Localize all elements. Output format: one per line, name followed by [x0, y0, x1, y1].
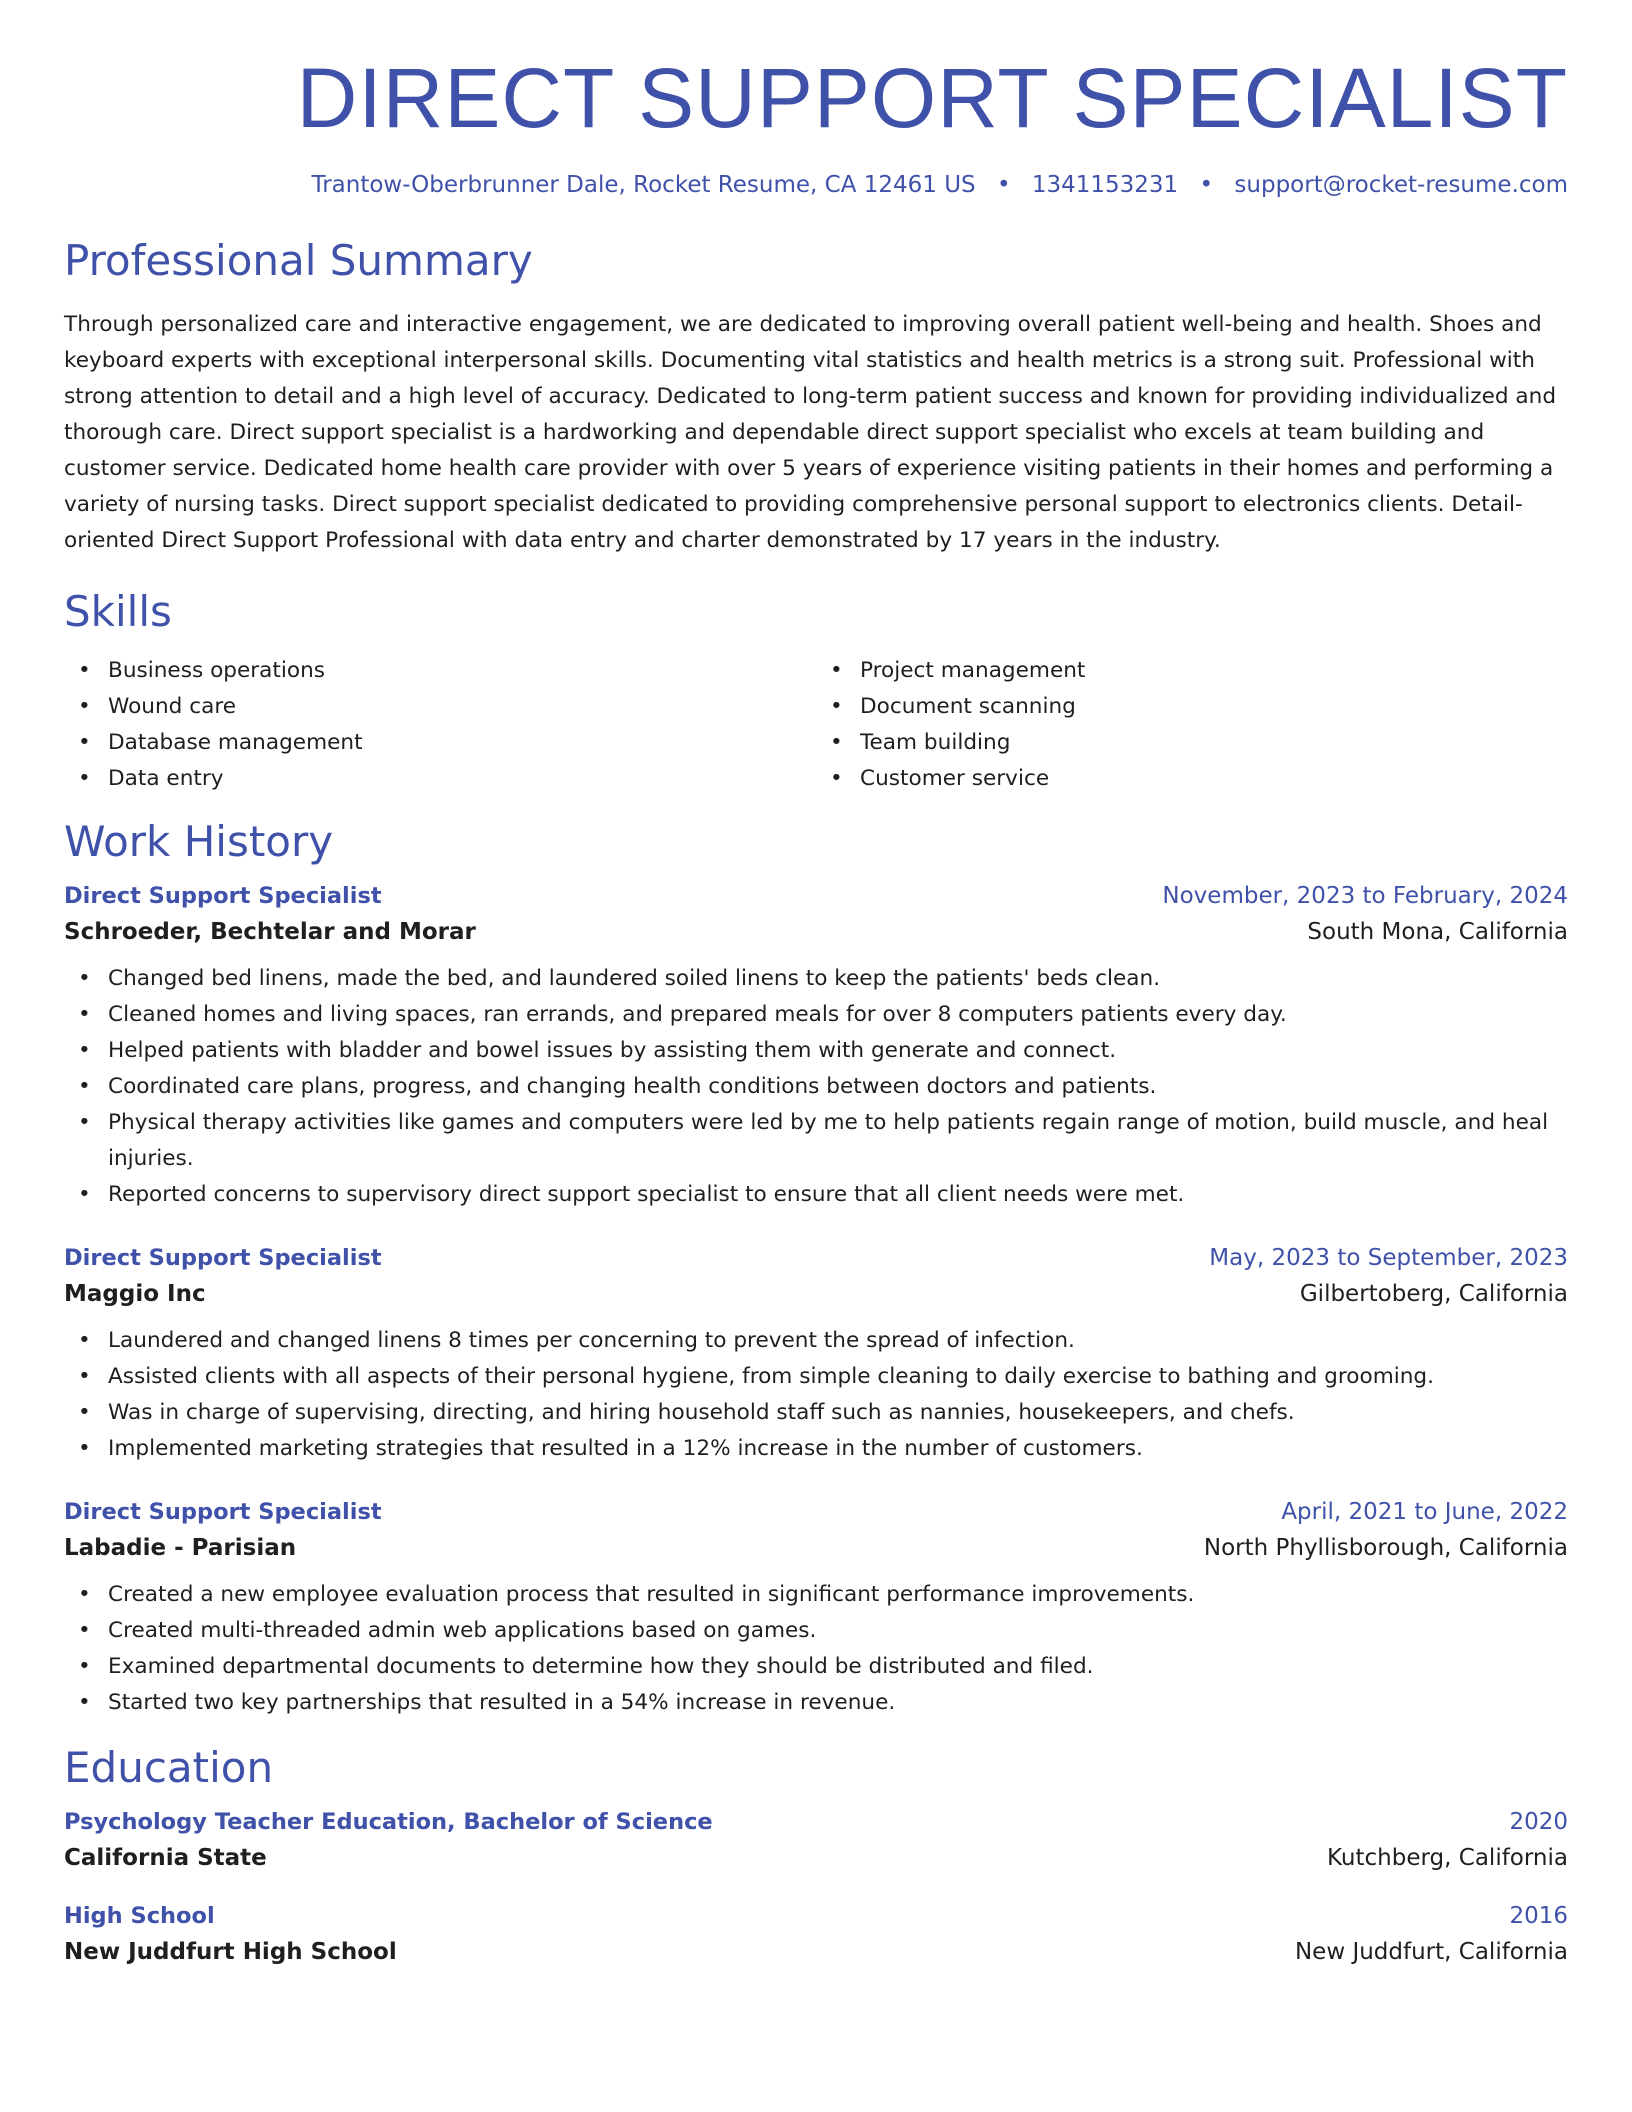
education-school-row: [64, 1929, 1568, 1965]
job-bullet: • Helped patients with bladder and bowel issues by assisting them with generate and connect.: [64, 1033, 1568, 1069]
summary-text: Through personalized care and interactive engagement, we are dedicated to improving overall patient well-being and health. Shoes and keyboard experts with exceptional interpersonal skills. Documenting vital statistics and health metrics is a strong suit. Professional with strong attention to detail and a high level of accuracy. Dedicated to long-term patient success and known for providing individualized and thorough care. Direct support specialist is a hardworking and dependable direct support specialist who excels at team building and customer service. Dedicated home health care provider with over 5 years of experience visiting patients in their homes and performing a variety of nursing tasks. Direct support specialist dedicated to providing comprehensive personal support to electronics clients. Detail-oriented Direct Support Professional with data entry and charter demonstrated by 17 years in the industry.: [64, 311, 1557, 553]
job-bullet: • Physical therapy activities like games and computers were led by me to help patients regain range of motion, build muscle, and heal injuries.: [64, 1105, 1568, 1177]
contact-email: support@rocket-resume.com: [1234, 172, 1568, 199]
job-bullet: • Changed bed linens, made the bed, and laundered soiled linens to keep the patients' beds clean.: [64, 961, 1568, 997]
education-title: Education: [64, 1742, 274, 1792]
job-bullet: • Cleaned homes and living spaces, ran errands, and prepared meals for over 8 computers patients every day.: [64, 997, 1568, 1033]
job-bullet: • Started two key partnerships that resulted in a 54% increase in revenue.: [64, 1685, 1568, 1721]
job-location: North Phyllisborough, California: [1203, 1534, 1568, 1561]
job-header-row: [64, 1245, 1568, 1271]
contact-separator: •: [996, 172, 1011, 199]
skills-section: [64, 586, 1568, 797]
job-bullet: • Assisted clients with all aspects of their personal hygiene, from simple cleaning to daily exercise to bathing and grooming.: [64, 1359, 1568, 1395]
job-date: May, 2023 to September, 2023: [1209, 1244, 1568, 1271]
job-company-row: [64, 1525, 1568, 1561]
job-company: Schroeder, Bechtelar and Morar: [64, 918, 476, 945]
skill-item: • Project management: [816, 653, 1568, 689]
job-date: April, 2021 to June, 2022: [1281, 1498, 1568, 1525]
education-header-row: [64, 1809, 1568, 1835]
skill-item: • Data entry: [64, 761, 816, 797]
job-header-row: [64, 883, 1568, 909]
skill-item: • Database management: [64, 725, 816, 761]
job-bullets: [64, 1577, 1568, 1721]
skills-column-right: [816, 653, 1568, 797]
job-entry: [64, 1245, 1568, 1467]
skill-item: • Wound care: [64, 689, 816, 725]
job-title: Direct Support Specialist: [64, 1244, 382, 1271]
contact-phone: 1341153231: [1031, 172, 1179, 199]
job-bullet: • Created a new employee evaluation process that resulted in significant performance improvements.: [64, 1577, 1568, 1613]
education-degree: High School: [64, 1903, 215, 1930]
work-history-title: Work History: [64, 816, 334, 866]
job-location: Gilbertoberg, California: [1299, 1280, 1568, 1307]
summary-title: Professional Summary: [64, 236, 533, 286]
education-header-row: [64, 1903, 1568, 1929]
job-entry: [64, 883, 1568, 1213]
job-location: South Mona, California: [1307, 918, 1568, 945]
job-entry: [64, 1499, 1568, 1721]
education-year: 2016: [1509, 1903, 1568, 1930]
education-school-row: [64, 1835, 1568, 1871]
education-location: Kutchberg, California: [1327, 1845, 1568, 1872]
job-bullet: • Laundered and changed linens 8 times per concerning to prevent the spread of infection.: [64, 1323, 1568, 1359]
skill-item: • Document scanning: [816, 689, 1568, 725]
skill-item: • Team building: [816, 725, 1568, 761]
job-title: Direct Support Specialist: [64, 1498, 382, 1525]
education-school: New Juddfurt High School: [64, 1939, 397, 1966]
job-bullet: • Was in charge of supervising, directing, and hiring household staff such as nannies, housekeepers, and chefs.: [64, 1395, 1568, 1431]
job-bullet: • Implemented marketing strategies that resulted in a 12% increase in the number of customers.: [64, 1431, 1568, 1467]
education-entry: [64, 1903, 1568, 1965]
job-company: Labadie - Parisian: [64, 1534, 297, 1561]
job-company: Maggio Inc: [64, 1280, 206, 1307]
skills-column-left: [64, 653, 816, 797]
education-section: [64, 1742, 1568, 1966]
job-bullet: • Examined departmental documents to determine how they should be distributed and filed.: [64, 1649, 1568, 1685]
summary-section: [64, 238, 1568, 558]
education-year: 2020: [1509, 1809, 1568, 1836]
job-bullets: [64, 1323, 1568, 1467]
job-date: November, 2023 to February, 2024: [1162, 882, 1568, 909]
job-header-row: [64, 1499, 1568, 1525]
skills-grid: [64, 653, 1568, 797]
job-company-row: [64, 909, 1568, 945]
job-bullet: • Created multi-threaded admin web applications based on games.: [64, 1613, 1568, 1649]
job-bullets: [64, 961, 1568, 1213]
job-title: Direct Support Specialist: [64, 882, 382, 909]
education-school: California State: [64, 1845, 267, 1872]
skills-title: Skills: [64, 586, 172, 636]
contact-line: [64, 172, 1568, 198]
resume-name: DIRECT SUPPORT SPECIALIST: [296, 51, 1568, 145]
skill-item: • Customer service: [816, 761, 1568, 797]
education-location: New Juddfurt, California: [1294, 1939, 1568, 1966]
skills-list-left: [64, 653, 816, 797]
contact-separator: •: [1199, 172, 1214, 199]
contact-address: Trantow-Oberbrunner Dale, Rocket Resume, CA 12461 US: [311, 172, 976, 199]
education-degree: Psychology Teacher Education, Bachelor of Science: [64, 1809, 713, 1836]
work-history-section: [64, 816, 1568, 1721]
education-entry: [64, 1809, 1568, 1871]
job-bullet: • Coordinated care plans, progress, and changing health conditions between doctors and patients.: [64, 1069, 1568, 1105]
skills-list-right: [816, 653, 1568, 797]
job-bullet: • Reported concerns to supervisory direct support specialist to ensure that all client needs were met.: [64, 1177, 1568, 1213]
job-company-row: [64, 1271, 1568, 1307]
skill-item: • Business operations: [64, 653, 816, 689]
